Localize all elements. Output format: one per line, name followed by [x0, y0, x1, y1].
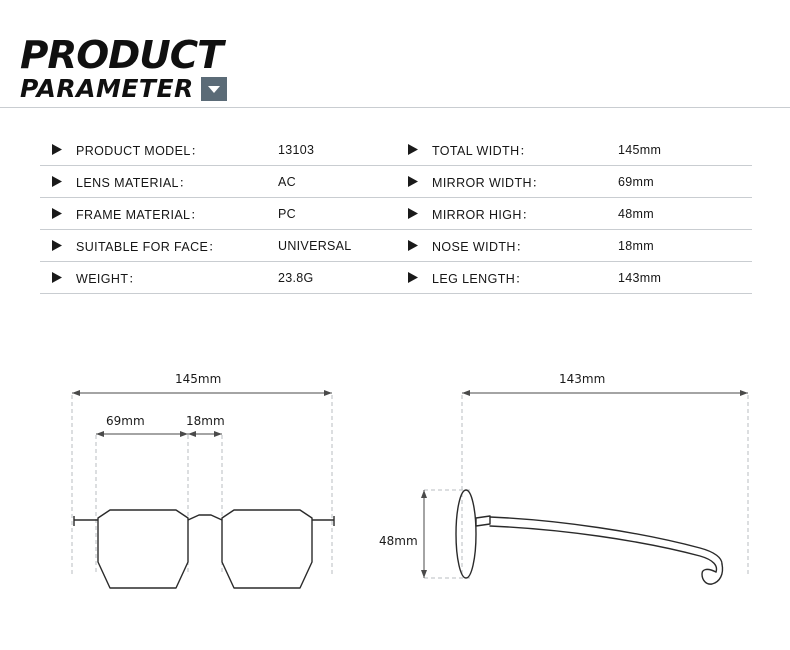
triangle-right-icon — [408, 176, 422, 187]
side-lens-height-label: 48mm — [379, 534, 418, 548]
triangle-right-icon — [52, 272, 66, 283]
spec-label: TOTAL WIDTH： — [432, 143, 533, 158]
spec-label: FRAME MATERIAL： — [76, 207, 204, 222]
spec-label: NOSE WIDTH： — [432, 239, 529, 254]
chevron-down-icon — [201, 77, 227, 101]
table-row — [40, 262, 396, 294]
title-main: PRODUCT — [20, 33, 223, 77]
spec-value: 143mm — [618, 270, 662, 285]
table-row — [40, 166, 396, 198]
spec-label: LEG LENGTH： — [432, 271, 529, 286]
table-row — [396, 262, 752, 294]
spec-value: 13103 — [278, 142, 315, 157]
triangle-right-icon — [52, 176, 66, 187]
spec-column-left — [40, 134, 396, 294]
spec-value: 69mm — [618, 174, 654, 189]
spec-label: PRODUCT MODEL： — [76, 143, 204, 158]
spec-label: SUITABLE FOR FACE： — [76, 239, 222, 254]
spec-value: 18mm — [618, 238, 654, 253]
spec-value: 48mm — [618, 206, 654, 221]
title-sub-row — [20, 76, 227, 102]
front-nose-width-label: 18mm — [186, 414, 225, 428]
spec-value: 145mm — [618, 142, 662, 157]
spec-value: AC — [278, 174, 296, 189]
spec-value: 23.8G — [278, 270, 314, 285]
side-view-drawing — [0, 340, 790, 640]
table-row — [396, 166, 752, 198]
spec-label: MIRROR HIGH： — [432, 207, 535, 222]
spec-table — [40, 134, 752, 294]
page-header — [0, 0, 790, 118]
spec-column-right — [396, 134, 752, 294]
front-total-width-label: 145mm — [175, 372, 222, 386]
spec-label: LENS MATERIAL： — [76, 175, 192, 190]
triangle-right-icon — [52, 208, 66, 219]
side-leg-length-label: 143mm — [559, 372, 606, 386]
table-row — [396, 230, 752, 262]
spec-value: UNIVERSAL — [278, 238, 352, 253]
table-row — [40, 134, 396, 166]
triangle-right-icon — [52, 240, 66, 251]
spec-label: MIRROR WIDTH： — [432, 175, 545, 190]
triangle-right-icon — [408, 144, 422, 155]
triangle-right-icon — [408, 208, 422, 219]
table-row — [40, 230, 396, 262]
header-divider — [0, 107, 790, 108]
triangle-right-icon — [52, 144, 66, 155]
triangle-right-icon — [408, 272, 422, 283]
spec-value: PC — [278, 206, 296, 221]
front-lens-width-label: 69mm — [106, 414, 145, 428]
title-sub: PARAMETER — [20, 74, 194, 103]
page-title — [20, 33, 227, 103]
triangle-right-icon — [408, 240, 422, 251]
table-row — [396, 134, 752, 166]
spec-label: WEIGHT： — [76, 271, 142, 286]
dimension-diagrams — [0, 340, 790, 640]
table-row — [40, 198, 396, 230]
table-row — [396, 198, 752, 230]
